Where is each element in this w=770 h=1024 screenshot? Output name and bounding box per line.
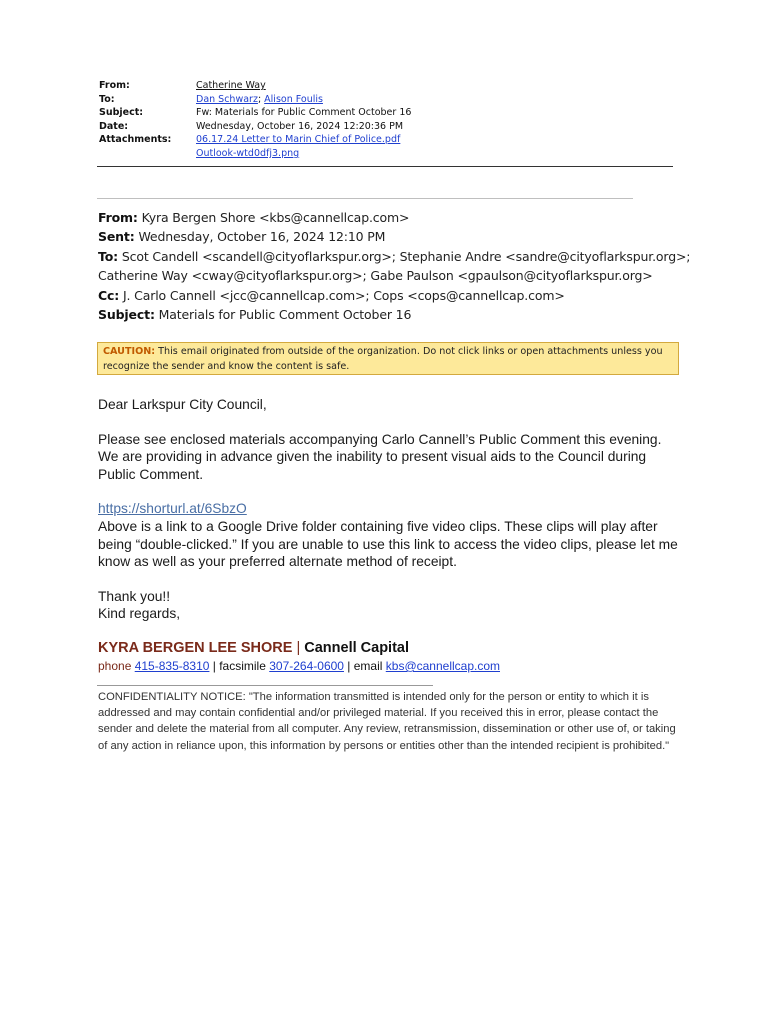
fwd-cc-label: Cc: — [98, 287, 120, 303]
from-link[interactable]: Catherine Way — [196, 80, 266, 91]
header-attachments-row — [99, 133, 411, 160]
fwd-from-label: From: — [98, 210, 138, 225]
signature-company: Cannell Capital — [304, 640, 410, 656]
fwd-cc-value: J. Carlo Cannell <jcc@cannellcap.com>; Cops <cops@cannellcap.com> — [122, 287, 565, 303]
attachments-list — [196, 133, 400, 160]
email-label: | email — [343, 659, 386, 673]
to-link-1[interactable]: Dan Schwarz — [196, 93, 258, 105]
kind-regards: Kind regards, — [98, 606, 181, 622]
from-label: From: — [99, 80, 130, 91]
confidentiality-notice: CONFIDENTIALITY NOTICE: "The information transmitted is intended only for the person or entity to which it is addressed and may contain confidential and/or privileged material. If you received this in error, please contact the sender and delete the material from all computer. Any review, retransmission, dissemination or other use of, or taking of any action in reliance upon, this information by persons or entities other than the intended recipient is prohibited." — [98, 691, 676, 752]
body-paragraph-2: Above is a link to a Google Drive folder containing five video clips. These clips will play after being “double-clicked.” If you are unable to use this link to access the video clips, please let me know as well as your preferred alternate method of receipt. — [98, 518, 678, 570]
fwd-cc-row — [98, 286, 690, 305]
signature-divider — [97, 685, 433, 686]
header-to-row — [99, 93, 411, 107]
fwd-from-value: Kyra Bergen Shore <kbs@cannellcap.com> — [141, 210, 410, 225]
date-label: Date: — [99, 120, 129, 132]
fwd-sent-row — [98, 227, 690, 246]
forward-divider — [97, 198, 633, 199]
email-header — [99, 79, 411, 161]
email-link[interactable]: kbs@cannellcap.com — [385, 659, 500, 673]
thank-you: Thank you!! — [98, 588, 171, 604]
signature-name: KYRA BERGEN LEE SHORE — [98, 640, 293, 656]
fwd-to-label: To: — [98, 248, 119, 264]
forwarded-header — [98, 208, 690, 324]
header-date-row — [99, 120, 411, 134]
fwd-sent-value: Wednesday, October 16, 2024 12:10 PM — [138, 229, 386, 245]
to-value — [196, 93, 323, 107]
facsimile-label: | facsimile — [209, 659, 270, 673]
greeting: Dear Larkspur City Council, — [98, 397, 267, 412]
fwd-from-row — [98, 208, 690, 227]
to-label: To: — [99, 93, 115, 105]
caution-text-line2: recognize the sender and know the content is safe. — [103, 360, 350, 372]
signature-name-line — [98, 640, 409, 656]
attachments-label: Attachments: — [99, 134, 172, 146]
subject-label: Subject: — [99, 107, 144, 119]
fwd-to-value-line1: Scot Candell <scandell@cityoflarkspur.org>; Stephanie Andre <sandre@cityoflarkspur.org>; — [121, 248, 691, 264]
header-divider — [97, 166, 673, 167]
phone-link[interactable]: 415-835-8310 — [134, 659, 210, 673]
attachment-link-png[interactable]: Outlook-wtd0dfj3.png — [196, 147, 300, 159]
phone-label: phone — [98, 659, 135, 673]
header-from-row — [99, 79, 411, 93]
fwd-sent-label: Sent: — [98, 229, 135, 245]
email-body — [98, 396, 678, 623]
fwd-to-row — [98, 247, 690, 266]
drive-link[interactable]: https://shorturl.at/6SbzO — [98, 501, 247, 517]
fwd-to-row-cont — [98, 266, 690, 285]
body-paragraph-1: Please see enclosed materials accompanying Carlo Cannell’s Public Comment this evening. We are providing in advance given the inability to present visual aids to the Council during Public Comment. — [98, 431, 662, 482]
fwd-to-value-line2: Catherine Way <cway@cityoflarkspur.org>; Gabe Paulson <gpaulson@cityoflarkspur.org> — [98, 268, 653, 284]
attachment-link-pdf[interactable]: 06.17.24 Letter to Marin Chief of Police.pdf — [196, 134, 401, 146]
caution-label: CAUTION: — [103, 346, 156, 357]
date-value: Wednesday, October 16, 2024 12:20:36 PM — [196, 120, 404, 132]
to-link-2[interactable]: Alison Foulis — [264, 93, 323, 105]
caution-banner — [97, 342, 679, 375]
to-separator: ; — [257, 93, 265, 105]
signature-separator: | — [292, 640, 305, 656]
fwd-subject-value: Materials for Public Comment October 16 — [158, 307, 412, 323]
fwd-subject-label: Subject: — [98, 307, 155, 323]
signature-contact-line — [98, 659, 500, 673]
header-subject-row — [99, 106, 411, 120]
facsimile-link[interactable]: 307-264-0600 — [269, 659, 344, 673]
caution-text-line1: This email originated from outside of the organization. Do not click links or open attachments unless you — [158, 346, 663, 357]
fwd-subject-row — [98, 305, 690, 324]
subject-value: Fw: Materials for Public Comment October 16 — [196, 107, 412, 119]
